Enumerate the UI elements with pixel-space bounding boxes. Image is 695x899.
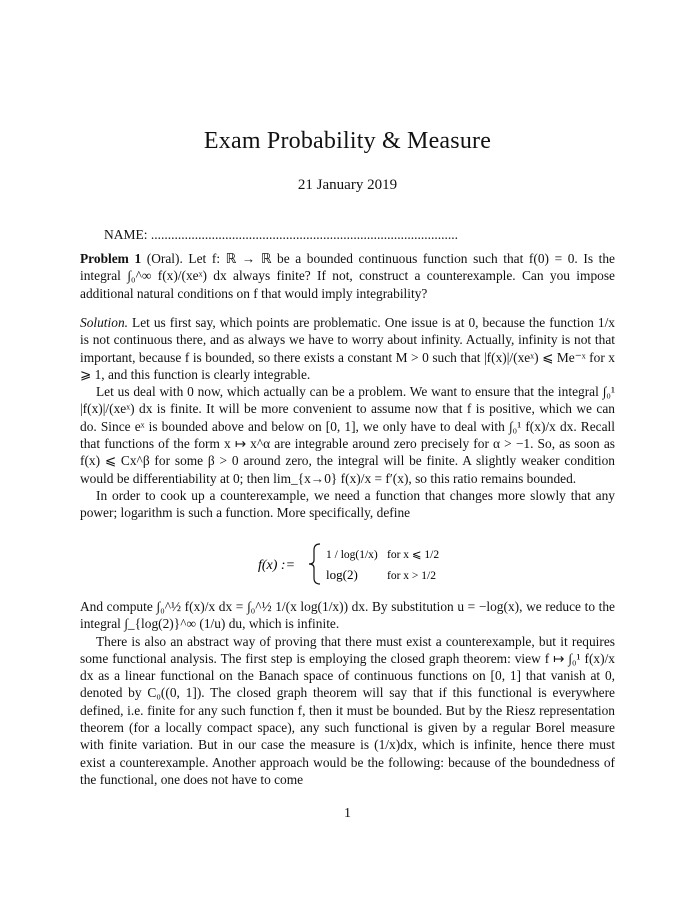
formula-lhs: f(x) := [258, 558, 296, 573]
problem-statement [80, 250, 615, 302]
page-number: 1 [344, 806, 351, 821]
name-label: NAME: [104, 227, 148, 242]
name-dots: ........................................................................................... [150, 227, 458, 242]
problem-label: Problem 1 [80, 251, 142, 266]
continuation-paragraph: There is also an abstract way of proving that there must exist a counterexample, but it requires some functional analysis. The first step is employing the closed graph theorem: view f ↦ ∫₀¹ f(x)/x dx as a linear functional on the Banach space of continuous functions on [0, 1] that vanish at 0, denoted by C₀((0, 1]). The closed graph theorem will say that if this functional is everywhere defined, i.e. finite for any such function f, then it must be bounded. But by the Riesz representation theorem (for a locally compact space), any such functional is given by a regular Borel measure with finite variation. But in our case the measure is (1/x)dx, which is infinite, hence there must exist a counterexample. Another approach would be the following: because of the boundedness of the functional, one does not have to come [80, 633, 615, 787]
left-brace [309, 544, 320, 584]
case2-condition: for x > 1/2 [387, 570, 436, 582]
solution-section [80, 314, 615, 522]
piecewise-formula [250, 540, 450, 588]
continuation-section [80, 598, 615, 788]
case1-condition: for x ⩽ 1/2 [387, 549, 440, 561]
solution-label: Solution. [80, 315, 128, 330]
solution-paragraph [80, 314, 615, 383]
solution-paragraph: In order to cook up a counterexample, we need a function that changes more slowly that any power; logarithm is such a function. More specifically, define [80, 487, 615, 521]
solution-paragraph-text: Let us first say, which points are problematic. One issue is at 0, because the function 1/x is not continuous there, and as always we have to worry about infinity. Actually, infinity is not that important, because f is bounded, so there exists a constant M > 0 such that |f(x)|/(xeˣ) ⩽ Me⁻ˣ for x ⩾ 1, and this function is clearly integrable. [80, 315, 615, 382]
problem-tag: (Oral). [146, 251, 183, 266]
document-date: 21 January 2019 [297, 177, 398, 193]
case1-value: 1 / log(1/x) [326, 549, 378, 561]
name-field-line [104, 227, 614, 243]
problem-text: Let f: ℝ → ℝ be a bounded continuous function such that f(0) = 0. Is the integral ∫₀^∞ f(x)/(xeˣ) dx always finite? If not, construct a counterexample. Can you impose additional natural conditions on f that would imply integrability? [80, 251, 615, 301]
document-title: Exam Probability & Measure [203, 128, 492, 154]
piecewise-definition [0, 540, 695, 588]
continuation-paragraph: And compute ∫₀^½ f(x)/x dx = ∫₀^½ 1/(x log(1/x)) dx. By substitution u = −log(x), we reduce to the integral ∫_{log(2)}^∞ (1/u) du, which is infinite. [80, 599, 615, 632]
solution-paragraph: Let us deal with 0 now, which actually can be a problem. We want to ensure that the integral ∫₀¹ |f(x)|/(xeˣ) dx is finite. It will be more convenient to assume now that f is positive, which we can do. Since eˣ is bounded above and below on [0, 1], we only have to deal with ∫₀¹ f(x)/x dx. Recall that functions of the form x ↦ x^α are integrable around zero precisely for α > −1. So, as soon as f(x) ⩽ Cx^β for some β > 0 around zero, the integral will be finite. A slightly weaker condition would be differentiability at 0; then lim_{x→0} f(x)/x = f′(x), so this ratio remains bounded. [80, 384, 615, 486]
case2-value: log(2) [326, 567, 358, 582]
